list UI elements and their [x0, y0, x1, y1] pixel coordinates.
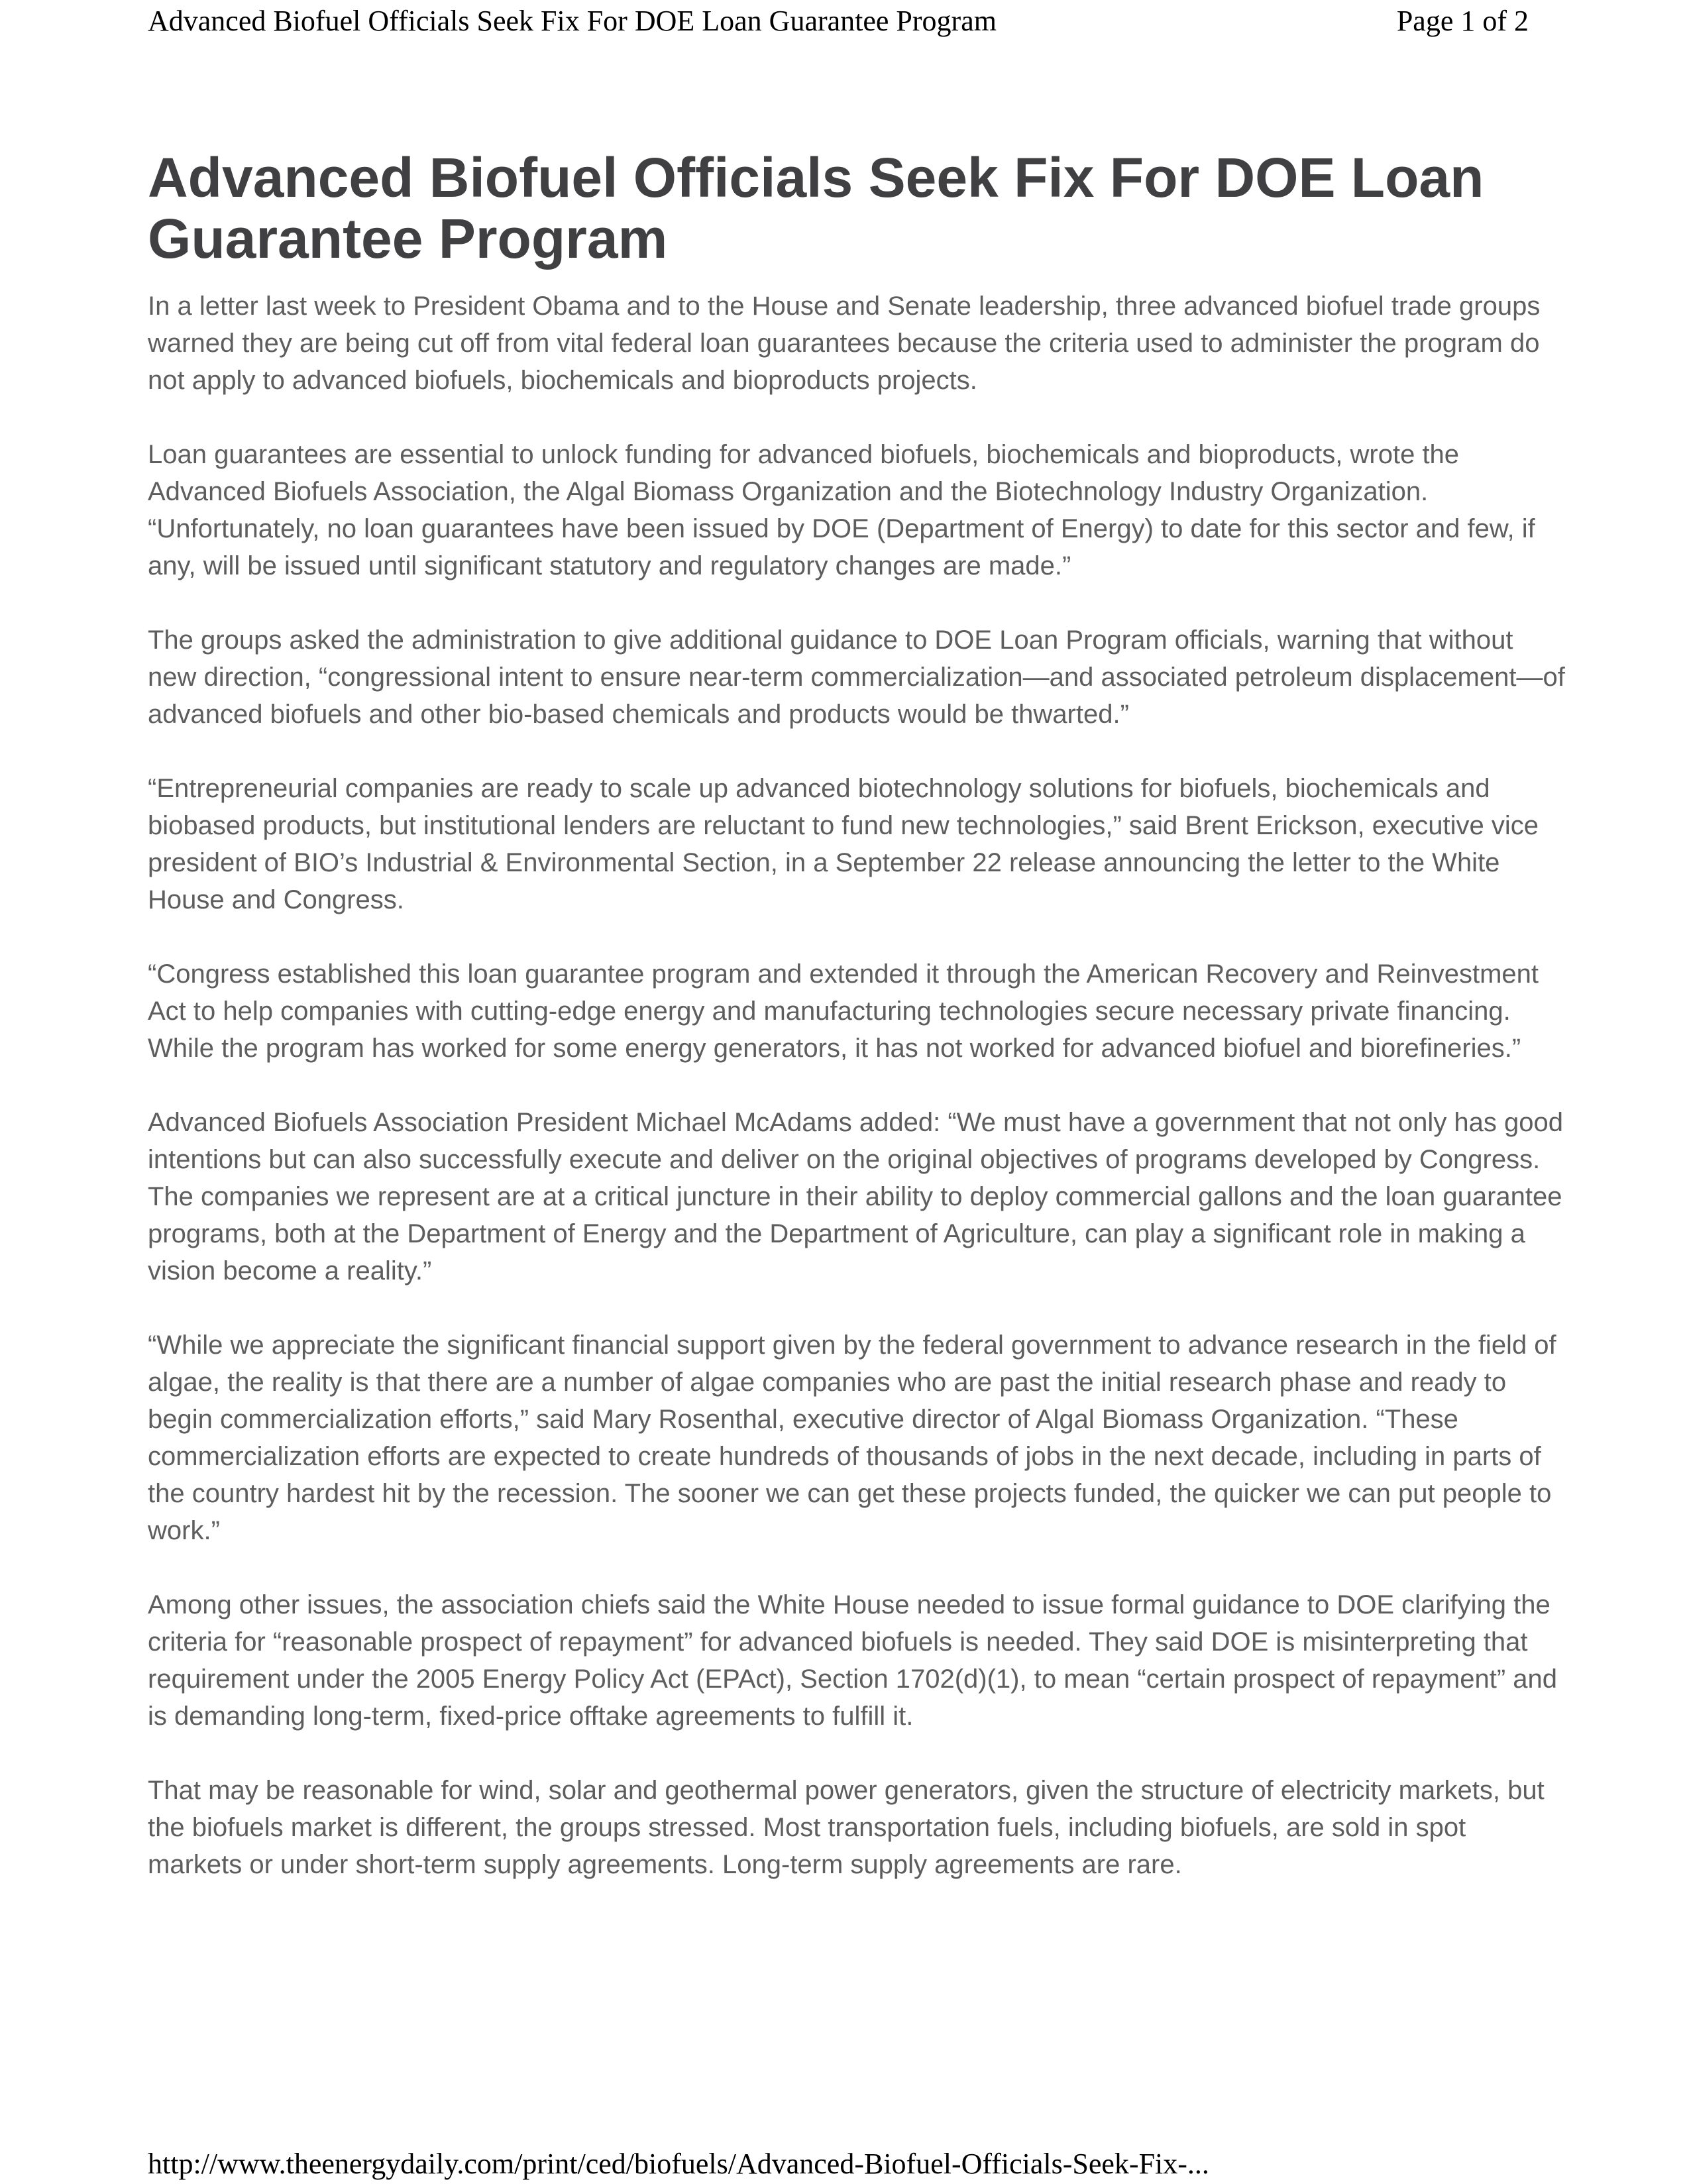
- article-title-line-1: Advanced Biofuel Officials Seek Fix For DOE Loan: [148, 146, 1484, 209]
- article-paragraph: “Congress established this loan guarantee program and extended it through the American Recovery and Reinvestment Act to help companies with cutting-edge energy and manufacturing technologies secure necessary private financing. While the program has worked for some energy generators, it has not worked for advanced biofuel and biorefineries.”: [148, 959, 1539, 1063]
- article-title-line-2: Guarantee Program: [148, 207, 668, 270]
- article-paragraph: Loan guarantees are essential to unlock funding for advanced biofuels, biochemicals and bioproducts, wrote the Advanced Biofuels Association, the Algal Biomass Organization and the Biotechnology Industry Organization. “Unfortunately, no loan guarantees have been issued by DOE (Department of Energy) to date for this sector and few, if any, will be issued until significant statutory and regulatory changes are made.”: [148, 440, 1535, 580]
- article-paragraph: “Entrepreneurial companies are ready to scale up advanced biotechnology solutions for biofuels, biochemicals and biobased products, but institutional lenders are reluctant to fund new technologies,” said Brent Erickson, executive vice president of BIO’s Industrial & Environmental Section, in a September 22 release announcing the letter to the White House and Congress.: [148, 774, 1539, 914]
- footer-source-url: http://www.theenergydaily.com/print/ced/biofuels/Advanced-Biofuel-Officials-Seek-Fix-...: [148, 2148, 1209, 2180]
- article-paragraph: Among other issues, the association chiefs said the White House needed to issue formal guidance to DOE clarifying the criteria for “reasonable prospect of repayment” for advanced biofuels is needed. They said DOE is misinterpreting that requirement under the 2005 Energy Policy Act (EPAct), Section 1702(d)(1), to mean “certain prospect of repayment” and is demanding long-term, fixed-price offtake agreements to fulfill it.: [148, 1590, 1558, 1731]
- article-paragraph: Advanced Biofuels Association President Michael McAdams added: “We must have a government that not only has good intentions but can also successfully execute and deliver on the original objectives of programs developed by Congress. The companies we represent are at a critical juncture in their ability to deploy commercial gallons and the loan guarantee programs, both at the Department of Energy and the Department of Agriculture, can play a significant role in making a vision become a reality.”: [148, 1108, 1564, 1285]
- article-paragraph: That may be reasonable for wind, solar and geothermal power generators, given the structure of electricity markets, but the biofuels market is different, the groups stressed. Most transportation fuels, including biofuels, are sold in spot markets or under short-term supply agreements. Long-term supply agreements are rare.: [148, 1776, 1545, 1879]
- print-header: [148, 4, 1529, 38]
- article-paragraph: “While we appreciate the significant financial support given by the federal government to advance research in the field of algae, the reality is that there are a number of algae companies who are past the initial research phase and ready to begin commercialization efforts,” said Mary Rosenthal, executive director of Algal Biomass Organization. “These commercialization efforts are expected to create hundreds of thousands of jobs in the next decade, including in parts of the country hardest hit by the recession. The sooner we can get these projects funded, the quicker we can put people to work.”: [148, 1331, 1556, 1545]
- article-body: [148, 288, 1566, 1920]
- header-document-title: Advanced Biofuel Officials Seek Fix For DOE Loan Guarantee Program: [148, 5, 997, 37]
- article-paragraph: The groups asked the administration to give additional guidance to DOE Loan Program officials, warning that without new direction, “congressional intent to ensure near-term commercialization—and associated petroleum displacement—of advanced biofuels and other bio-based chemicals and products would be thwarted.”: [148, 626, 1565, 729]
- header-page-indicator: Page 1 of 2: [1396, 5, 1529, 37]
- article-paragraph: In a letter last week to President Obama and to the House and Senate leadership, three advanced biofuel trade groups warned they are being cut off from vital federal loan guarantees because the criteria used to administer the program do not apply to advanced biofuels, biochemicals and bioproducts projects.: [148, 292, 1541, 395]
- print-footer: [148, 2147, 1529, 2181]
- article-title: [148, 147, 1592, 269]
